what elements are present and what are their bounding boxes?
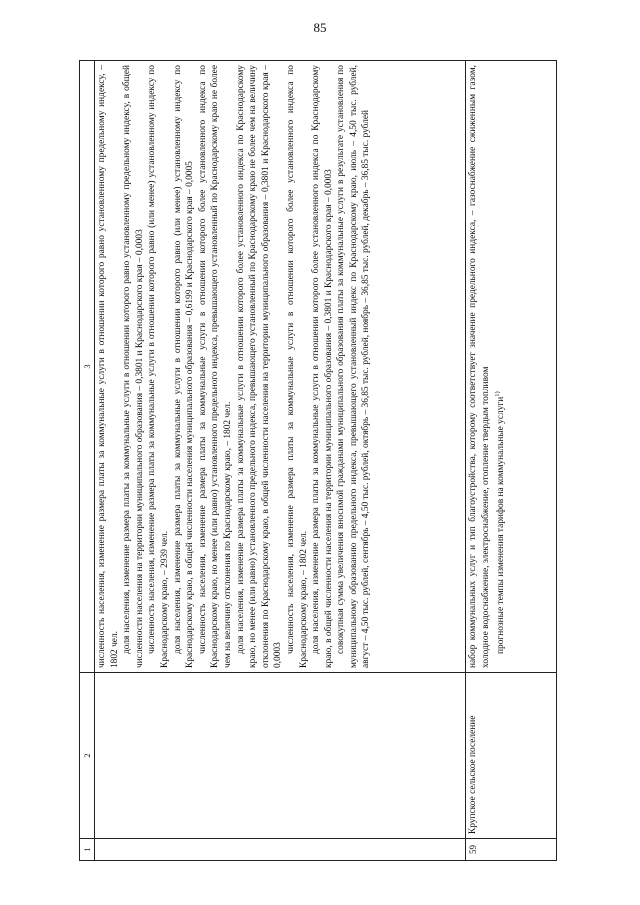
paragraph-text: прогнозные темпы изменения тарифов на коммунальные услуги — [496, 396, 507, 654]
paragraph: доля населения, изменение размера платы за коммунальные услуги в отношении которого равно (или менее) установленному индексу по Краснодарскому краю, в общей численности населения муниципального образования – 0,6199 и Краснодарского края – 0,0005 — [172, 65, 196, 668]
footnote-mark: 1) — [494, 391, 502, 397]
paragraph: совокупная сумма увеличения вносимой гражданами муниципального образования платы за коммунальные услуги в результате установления по муниципальному образованию предельного индекса, превышающего установленный индекс по Краснодарскому краю, июль – 4,50 тыс. рублей, август – 4,50 тыс. рублей, сентябрь – 4,50 тыс. рублей, октябрь – 36,85 тыс. рублей, ноябрь – 36,85 тыс. рублей, декабрь – 36,85 тыс. рублей — [336, 65, 372, 668]
table-row-continued — [95, 61, 466, 861]
paragraph: доля населения, изменение размера платы за коммунальные услуги в отношении которого более установленного индекса по Краснодарскому краю, но менее (или равно) установленного предельного индекса, превышающего установленный по Краснодарскому краю не более чем на величину отклонения по Краснодарскому краю, в общей численности населения на территории муниципального образования – 0,3801 и Краснодарского края – 0,0003 — [235, 65, 284, 668]
cell-indicators — [466, 61, 557, 673]
column-number-2: 2 — [80, 673, 95, 839]
column-number-1: 1 — [80, 839, 95, 861]
row-number: 59 — [466, 839, 557, 861]
column-number-row — [80, 61, 95, 861]
paragraph: численность населения, изменение размера платы за коммунальные услуги в отношении которого более установленного индекса по Краснодарскому краю, но менее (или равно) установленного предельного индекса, превышающего установленный по Краснодарскому краю не более чем на величину отклонения по Краснодарскому краю, – 1802 чел. — [197, 65, 233, 668]
paragraph: численность населения, изменение размера платы за коммунальные услуги в отношении которого равно (или менее) установленному индексу по Краснодарскому краю, – 2939 чел. — [147, 65, 170, 668]
cell-empty-settlement — [95, 673, 466, 839]
paragraph: доля населения, изменение размера платы за коммунальные услуги в отношении которого более установленного индекса по Краснодарскому краю, в общей численности населения на территории муниципального образования – 0,3801 и Краснодарского края – 0,0003 — [311, 65, 334, 668]
cell-indicators-continued — [95, 61, 466, 673]
paragraph: численность населения, изменение размера платы за коммунальные услуги в отношении которого равно установленному предельному индексу, – 1802 чел. — [97, 65, 120, 668]
paragraph: численность населения, изменение размера платы за коммунальные услуги в отношении которого более установленного индекса по Краснодарскому краю, – 1802 чел. — [285, 65, 309, 668]
table-row-59 — [466, 61, 557, 861]
paragraph: доля населения, изменение размера платы за коммунальные услуги в отношении которого равно установленному предельному индексу, в общей численности населения на территории муниципального образования – 0,3801 и Краснодарского края – 0,0003 — [122, 65, 145, 668]
paragraph: набор коммунальных услуг и тип благоустройства, которому соответствует значение предельного индекса, – газоснабжение сжиженным газом, холодное водоснабжение, электроснабжение, отопление твердым топливом — [468, 65, 491, 668]
settlement-name: Крупское сельское поселение — [466, 673, 557, 839]
paragraph-footnoted — [492, 65, 508, 668]
rotated-table-frame — [79, 61, 557, 861]
cell-empty-number — [95, 839, 466, 861]
page-number: 85 — [313, 20, 327, 35]
column-number-3: 3 — [80, 61, 95, 673]
data-table — [79, 60, 557, 861]
